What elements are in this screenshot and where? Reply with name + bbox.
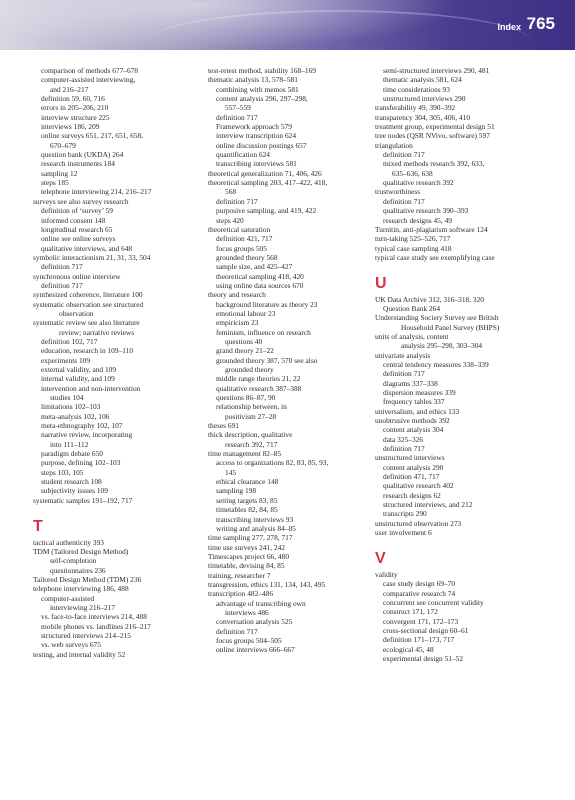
index-entry: tree nodes (QSR NVivo, software) 597 <box>375 131 490 141</box>
index-entry: unobtrusive methods 392 <box>375 416 450 426</box>
index-entry: test-retest method, stability 168–169 <box>208 66 316 75</box>
index-subentry: definition 717 <box>216 626 258 636</box>
index-subentry: experimental design 51–52 <box>383 653 464 663</box>
index-subentry: research 392, 717 <box>225 439 278 449</box>
index-entry: time use surveys 241, 242 <box>208 542 285 552</box>
index-subentry: and 216–217 <box>50 84 89 94</box>
index-entry: Understanding Society Survey see British <box>375 313 499 323</box>
index-subentry: grounded theory <box>225 365 274 374</box>
index-subentry: definition 717 <box>41 262 83 272</box>
index-subentry: mixed methods research 392, 633, <box>383 159 485 169</box>
index-subentry: definition 717 <box>383 444 425 454</box>
index-subentry: qualitative research 402 <box>383 481 454 491</box>
index-subentry: grand theory 21–22 <box>216 346 274 356</box>
index-entry: Tailored Design Method (TDM) 236 <box>33 574 142 584</box>
index-subentry: student research 108 <box>41 477 102 487</box>
index-subentry: meta-analysis 102, 106 <box>41 411 110 421</box>
index-entry: user involvement 6 <box>375 528 432 538</box>
index-subentry: writing and analysis 84–85 <box>216 523 296 533</box>
index-subentry: analysis 295–298, 303–304 <box>401 341 483 351</box>
index-subentry: middle range theories 21, 22 <box>216 374 301 384</box>
index-subentry: into 111–112 <box>50 439 89 449</box>
index-column-3 <box>375 66 555 663</box>
index-entry: units of analysis, content <box>375 331 449 341</box>
index-subentry: grounded theory 387, 570 see also <box>216 355 318 365</box>
index-entry: systematic observation see structured <box>33 299 144 309</box>
index-subentry: intervention and non-intervention <box>41 383 141 393</box>
index-subentry: sampling 12 <box>41 168 78 178</box>
index-subentry: transcribing interviews 581 <box>216 159 297 169</box>
index-subentry: central tendency measures 338–339 <box>383 359 489 369</box>
index-subentry: construct 171, 172 <box>383 607 438 617</box>
index-subentry: online interviews 666–667 <box>216 645 295 655</box>
index-subentry: telephone interviewing 214, 216–217 <box>41 187 152 197</box>
index-subentry: definition 102, 717 <box>41 336 98 346</box>
index-subentry: emotional labour 23 <box>216 308 276 318</box>
index-entry: universalism, and ethics 133 <box>375 406 460 416</box>
index-subentry: research designs 45, 49 <box>383 215 452 225</box>
index-subentry: review; narrative reviews <box>59 327 135 337</box>
index-subentry: narrative review, incorporating <box>41 430 133 440</box>
page-number: 765 <box>526 14 555 33</box>
index-subentry: definition 421, 717 <box>216 234 273 244</box>
index-entry: timetable, devising 84, 85 <box>208 561 285 571</box>
index-subentry: 670–679 <box>50 140 76 150</box>
index-subentry: sampling 198 <box>216 486 257 496</box>
index-subentry: transcripts 290 <box>383 509 427 519</box>
index-subentry: advantage of transcribing own <box>216 598 306 608</box>
index-subentry: definition 59, 60, 716 <box>41 94 105 104</box>
index-subentry: data 325–326 <box>383 434 424 444</box>
index-subentry: comparison of methods 677–678 <box>41 66 139 75</box>
index-entry: validity <box>375 569 398 579</box>
index-subentry: subjectivity issues 109 <box>41 486 108 496</box>
index-entry: univariate analysis <box>375 350 431 360</box>
index-entry: transferability 49, 390–392 <box>375 103 456 113</box>
index-entry: synchronous online interview <box>33 271 121 281</box>
index-subentry: longitudinal research 65 <box>41 224 113 234</box>
index-subentry: diagrams 337–338 <box>383 378 438 388</box>
index-entry: tactical authenticity 393 <box>33 537 105 547</box>
index-subentry: internal validity, and 109 <box>41 374 115 384</box>
index-subentry: concurrent see concurrent validity <box>383 597 484 607</box>
index-subentry: research instruments 184 <box>41 159 115 169</box>
index-subentry: sample size, and 425–427 <box>216 262 293 272</box>
index-subentry: case study design 69–70 <box>383 579 456 589</box>
index-subentry: question bank (UKDA) 264 <box>41 150 124 160</box>
index-entry: treatment group, experimental design 51 <box>375 122 495 132</box>
index-entry: systematic samples 191–192, 717 <box>33 495 133 505</box>
index-entry: telephone interviewing 186, 488 <box>33 584 129 594</box>
index-entry: triangulation <box>375 140 413 150</box>
index-subentry: qualitative research 390–393 <box>383 206 469 216</box>
index-subentry: grounded theory 568 <box>216 252 278 262</box>
index-subentry: purpose, defining 102–103 <box>41 458 121 468</box>
index-subentry: interviews 186, 209 <box>41 122 100 132</box>
index-subentry: online surveys 651, 217, 651, 658, <box>41 131 144 141</box>
index-subentry: steps 103, 105 <box>41 467 84 477</box>
index-subentry: qualitative interviews, and 648 <box>41 243 133 253</box>
index-subentry: content analysis 296, 297–298, <box>216 94 308 104</box>
index-subentry: relationship between, in <box>216 402 287 412</box>
index-subentry: observation <box>59 308 94 318</box>
index-entry: typical case study see exemplifying case <box>375 252 495 262</box>
index-entry: thick description, qualitative <box>208 430 293 440</box>
index-subentry: feminism, influence on research <box>216 327 311 337</box>
index-subentry: transcribing interviews 93 <box>216 514 294 524</box>
index-subentry: definition 717 <box>383 150 425 160</box>
index-subentry: definition 717 <box>383 196 425 206</box>
index-subentry: meta-ethnography 102, 107 <box>41 421 123 431</box>
index-subentry: semi-structured interviews 290, 481 <box>383 66 490 75</box>
index-entry: time sampling 277, 278, 717 <box>208 533 293 543</box>
index-subentry: 568 <box>225 187 237 197</box>
index-subentry: vs. face-to-face interviews 214, 488 <box>41 612 147 622</box>
index-subentry: questionnaires 236 <box>50 565 106 575</box>
index-entry: thematic analysis 13, 578–581 <box>208 75 298 85</box>
section-letter-heading: V <box>375 549 386 567</box>
index-subentry: questions 40 <box>225 336 263 346</box>
index-subentry: errors in 205–206, 210 <box>41 103 109 113</box>
index-subentry: questions 86–87, 90 <box>216 393 276 403</box>
index-subentry: interview structure 225 <box>41 112 110 122</box>
index-entry: typical case sampling 418 <box>375 243 452 253</box>
index-entry: Timescapes project 66, 480 <box>208 551 290 561</box>
index-column-1 <box>33 66 195 659</box>
index-subentry: definition 717 <box>41 280 83 290</box>
index-subentry: unstructured interviews 290 <box>383 94 466 104</box>
index-subentry: self-completion <box>50 556 97 566</box>
index-subentry: ethical clearance 148 <box>216 477 279 487</box>
index-entry: UK Data Archive 312, 316–318, 320 <box>375 294 484 304</box>
index-subentry: access to organizations 82, 83, 85, 93, <box>216 458 329 468</box>
index-subentry: content analysis 290 <box>383 462 444 472</box>
index-subentry: theoretical sampling 418, 420 <box>216 271 304 281</box>
index-entry: symbolic interactionism 21, 31, 33, 504 <box>33 252 151 262</box>
index-subentry: qualitative research 392 <box>383 178 454 188</box>
index-subentry: experiments 109 <box>41 355 91 365</box>
index-subentry: education, research in 109–110 <box>41 346 134 356</box>
index-subentry: background literature as theory 23 <box>216 299 318 309</box>
index-subentry: research designs 62 <box>383 490 441 500</box>
index-entry: TDM (Tailored Design Method) <box>33 546 129 556</box>
index-entry: testing, and internal validity 52 <box>33 649 126 659</box>
index-subentry: interview transcription 624 <box>216 131 297 141</box>
index-entry: theoretical saturation <box>208 224 271 234</box>
index-subentry: time considerations 93 <box>383 84 450 94</box>
index-subentry: online discussion postings 657 <box>216 140 307 150</box>
index-entry: transgression, ethics 131, 134, 143, 495 <box>208 579 326 589</box>
index-subentry: paradigm debate 650 <box>41 449 103 459</box>
index-subentry: computer-assisted interviewing, <box>41 75 136 85</box>
index-subentry: empiricism 23 <box>216 318 259 328</box>
section-letter-heading: T <box>33 517 43 535</box>
index-subentry: frequency tables 337 <box>383 397 445 407</box>
index-subentry: interviews 486 <box>225 607 269 617</box>
section-letter-heading: U <box>375 274 387 292</box>
index-subentry: positivism 27–28 <box>225 411 277 421</box>
section-spacer <box>375 262 555 271</box>
index-entry: surveys see also survey research <box>33 196 129 206</box>
index-entry: turn-taking 525–526, 717 <box>375 234 451 244</box>
index-entry: transparency 304, 305, 406, 410 <box>375 112 471 122</box>
index-subentry: definition 717 <box>216 196 258 206</box>
index-subentry: quantification 624 <box>216 150 270 160</box>
section-spacer <box>33 505 195 514</box>
index-subentry: definition 171–173, 717 <box>383 635 455 645</box>
index-entry: unstructured interviews <box>375 453 445 463</box>
index-subentry: comparative research 74 <box>383 588 456 598</box>
index-subentry: focus groups 505 <box>216 243 267 253</box>
index-subentry: computer-assisted <box>41 593 95 603</box>
index-subentry: vs. web surveys 675 <box>41 640 101 650</box>
index-column-2 <box>208 66 370 655</box>
index-subentry: structured interviews 214–215 <box>41 630 131 640</box>
index-subentry: ecological 45, 48 <box>383 644 434 654</box>
index-subentry: content analysis 304 <box>383 425 444 435</box>
index-subentry: convergent 171, 172–173 <box>383 616 459 626</box>
index-entry: Turnitin, anti-plagiarism software 124 <box>375 224 488 234</box>
index-subentry: mobile phones vs. landlines 216–217 <box>41 621 151 631</box>
index-subentry: qualitative research 387–388 <box>216 383 302 393</box>
running-head-section: Index <box>497 22 521 32</box>
index-subentry: structured interviews, and 212 <box>383 500 473 510</box>
index-subentry: using online data sources 670 <box>216 280 304 290</box>
index-entry: systematic review see also literature <box>33 318 140 328</box>
index-subentry: definition 717 <box>216 112 258 122</box>
index-subentry: timetables 82, 84, 85 <box>216 505 278 515</box>
index-entry: time management 82–85 <box>208 449 282 459</box>
index-subentry: Framework approach 579 <box>216 122 292 132</box>
index-subentry: external validity, and 109 <box>41 365 117 374</box>
index-entry: unstructured observation 273 <box>375 518 462 528</box>
index-subentry: 557–559 <box>225 103 251 113</box>
index-entry: theoretical sampling 203, 417–422, 418, <box>208 178 328 188</box>
index-subentry: Question Bank 264 <box>383 303 441 313</box>
index-entry: theory and research <box>208 290 266 300</box>
index-subentry: Household Panel Survey (BHPS) <box>401 322 500 332</box>
index-entry: training, researcher 7 <box>208 570 271 580</box>
index-subentry: dispersion measures 339 <box>383 388 456 397</box>
index-subentry: combining with memos 581 <box>216 84 299 94</box>
index-subentry: steps 185 <box>41 178 69 188</box>
index-subentry: focus groups 504–505 <box>216 635 282 645</box>
index-subentry: limitations 102–103 <box>41 402 101 412</box>
index-subentry: definition of ‘survey’ 59 <box>41 206 113 216</box>
index-subentry: purposive sampling, and 419, 422 <box>216 206 317 216</box>
index-subentry: online see online surveys <box>41 234 116 244</box>
index-entry: synthesized coherence, literature 100 <box>33 290 143 300</box>
index-subentry: definition 717 <box>383 369 425 379</box>
index-subentry: studies 104 <box>50 393 84 403</box>
index-subentry: conversation analysis 525 <box>216 617 293 627</box>
index-subentry: 635–636, 638 <box>392 168 433 178</box>
index-subentry: thematic analysis 581, 624 <box>383 75 462 85</box>
index-subentry: interviewing 216–217 <box>50 602 116 612</box>
index-subentry: 145 <box>225 467 237 477</box>
section-spacer <box>375 538 555 547</box>
index-subentry: informed consent 148 <box>41 215 106 225</box>
index-subentry: definition 471, 717 <box>383 472 440 482</box>
index-entry: theoretical generalization 71, 406, 426 <box>208 168 322 178</box>
index-entry: theses 691 <box>208 421 239 431</box>
index-subentry: setting targets 83, 85 <box>216 495 278 505</box>
header-banner <box>0 0 575 50</box>
index-subentry: cross-sectional design 60–61 <box>383 625 469 635</box>
index-entry: trustworthiness <box>375 187 421 197</box>
index-entry: transcription 482–486 <box>208 589 274 599</box>
index-subentry: steps 420 <box>216 215 244 225</box>
